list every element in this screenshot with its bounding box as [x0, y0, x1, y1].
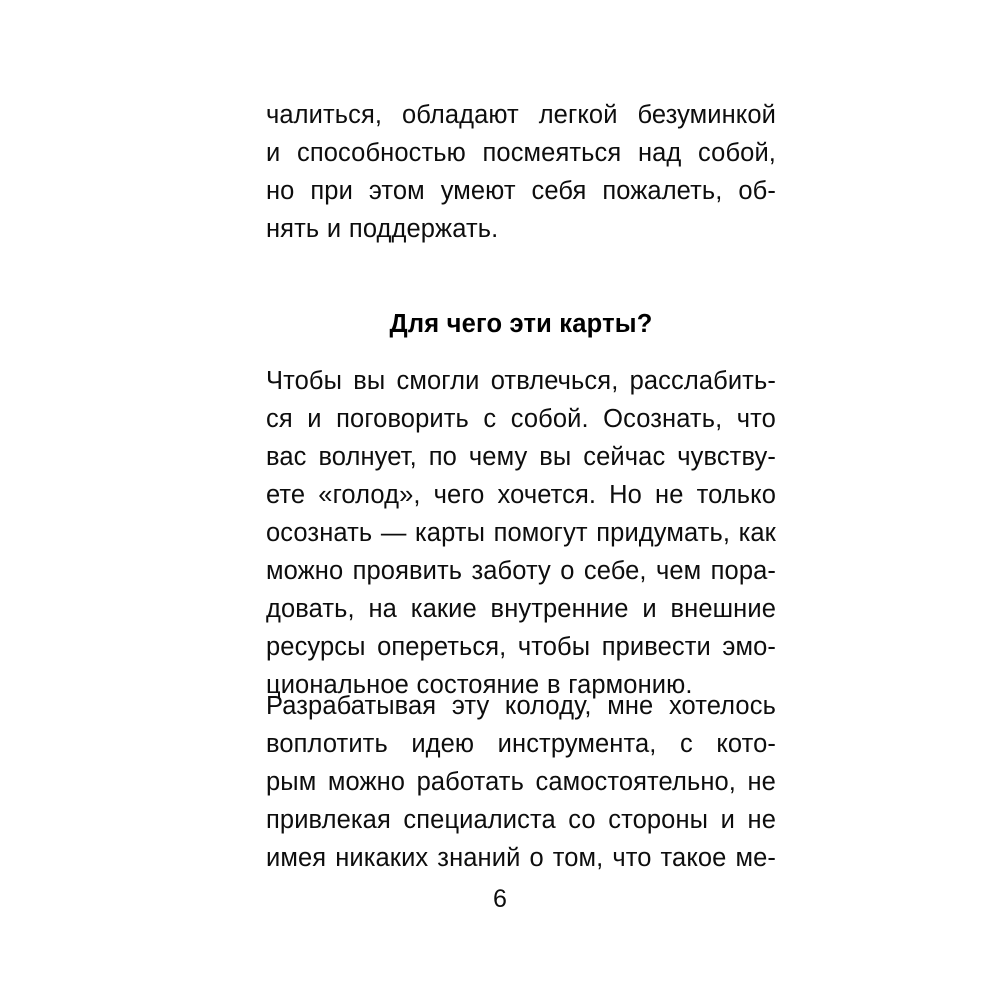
text-line — [266, 725, 776, 763]
word: циональное — [266, 671, 409, 699]
word: этом — [368, 177, 425, 205]
word: помогут — [493, 519, 588, 547]
word: пожалеть, — [602, 177, 723, 205]
word: и — [642, 595, 657, 623]
word: и — [266, 139, 281, 167]
word: кото- — [716, 730, 776, 758]
paragraph — [266, 687, 776, 877]
word: хотелось — [668, 692, 776, 720]
word: чувству- — [677, 443, 776, 471]
word: собой, — [698, 139, 776, 167]
word: придумать, — [596, 519, 731, 547]
word: чего — [433, 481, 485, 509]
word: в — [546, 671, 561, 699]
word: вы — [539, 443, 572, 471]
word: привлекая — [266, 806, 391, 834]
word: поддержать. — [348, 215, 499, 243]
paragraph-deck-design — [266, 687, 776, 877]
word: опереться, — [377, 633, 507, 661]
text-line — [266, 438, 776, 476]
word: нять — [266, 215, 320, 243]
word: сейчас — [583, 443, 666, 471]
word: Но — [609, 481, 642, 509]
text-line — [266, 552, 776, 590]
text-line — [266, 763, 776, 801]
paragraph-purpose — [266, 362, 776, 704]
word: карты — [414, 519, 486, 547]
word: себе, — [583, 557, 647, 585]
text-line — [266, 628, 776, 666]
word: и — [307, 405, 322, 433]
word: рым — [266, 768, 317, 796]
word: осознать — [266, 519, 373, 547]
word: самостоятельно, — [535, 768, 736, 796]
word: заботу — [471, 557, 551, 585]
word: отвлечься, — [490, 367, 619, 395]
word: способностью — [297, 139, 466, 167]
word: ме- — [735, 844, 776, 872]
word: никаких — [335, 844, 429, 872]
text-line — [266, 362, 776, 400]
word: при — [310, 177, 353, 205]
word: ресурсы — [266, 633, 366, 661]
word: не — [747, 806, 776, 834]
word: со — [568, 806, 596, 834]
word: чем — [655, 557, 702, 585]
word: что — [612, 844, 652, 872]
word: по — [428, 443, 457, 471]
word: такое — [660, 844, 727, 872]
word: Чтобы — [266, 367, 343, 395]
word: знаний — [437, 844, 521, 872]
word: внутренние — [490, 595, 629, 623]
word: гармонию. — [568, 671, 693, 699]
word: инструмента, — [497, 730, 657, 758]
word: «голод», — [318, 481, 421, 509]
word: специалиста — [403, 806, 556, 834]
paragraph — [266, 362, 776, 704]
word: с — [483, 405, 497, 433]
word: волнует, — [318, 443, 417, 471]
word: только — [696, 481, 776, 509]
word: довать, — [266, 595, 355, 623]
word: мне — [607, 692, 654, 720]
word: но — [266, 177, 295, 205]
word: колоду, — [504, 692, 592, 720]
word: посмеяться — [482, 139, 622, 167]
word: чалиться, — [266, 101, 383, 129]
word: на — [368, 595, 397, 623]
word: вы — [353, 367, 386, 395]
text-line — [266, 514, 776, 552]
word: как — [738, 519, 776, 547]
word: не — [747, 768, 776, 796]
word: ете — [266, 481, 306, 509]
word: поговорить — [336, 405, 469, 433]
word: воплотить — [266, 730, 388, 758]
word: с — [679, 730, 693, 758]
word: эту — [451, 692, 490, 720]
word: состояние — [416, 671, 540, 699]
word: умеют — [440, 177, 516, 205]
text-line — [266, 210, 776, 248]
word: эмо- — [722, 633, 776, 661]
word: привести — [601, 633, 711, 661]
word: можно — [266, 557, 344, 585]
word: собой. — [510, 405, 589, 433]
paragraph-continued — [266, 96, 776, 248]
word: легкой — [538, 101, 618, 129]
word: Осознать, — [603, 405, 723, 433]
text-line — [266, 172, 776, 210]
word: и — [326, 215, 342, 243]
word: ся — [266, 405, 293, 433]
word: что — [736, 405, 776, 433]
word: обладают — [402, 101, 519, 129]
word: хочется. — [497, 481, 597, 509]
word: какие — [410, 595, 477, 623]
word: смогли — [396, 367, 480, 395]
word: о — [560, 557, 575, 585]
word: — — [380, 519, 407, 547]
word: внешние — [670, 595, 776, 623]
word: расслабить- — [629, 367, 776, 395]
text-line — [266, 134, 776, 172]
text-line — [266, 839, 776, 877]
text-line — [266, 590, 776, 628]
word: о — [529, 844, 544, 872]
word: вас — [266, 443, 307, 471]
word: работать — [416, 768, 524, 796]
word: чтобы — [517, 633, 591, 661]
word: чему — [468, 443, 528, 471]
paragraph — [266, 96, 776, 248]
text-line — [266, 400, 776, 438]
text-line — [266, 476, 776, 514]
word: стороны — [608, 806, 709, 834]
text-line — [266, 801, 776, 839]
section-heading: Для чего эти карты? — [389, 310, 653, 339]
word: имея — [266, 844, 327, 872]
word: себя — [531, 177, 587, 205]
word: и — [720, 806, 735, 834]
word: об- — [738, 177, 776, 205]
word: можно — [327, 768, 406, 796]
word: проявить — [352, 557, 463, 585]
text-line — [266, 687, 776, 725]
word: безуминкой — [637, 101, 776, 129]
word: идею — [411, 730, 475, 758]
word: не — [655, 481, 684, 509]
page-number: 6 — [493, 885, 507, 913]
word: Разрабатывая — [266, 692, 437, 720]
word: над — [637, 139, 682, 167]
word: пора- — [710, 557, 776, 585]
word: том, — [552, 844, 604, 872]
text-line — [266, 96, 776, 134]
